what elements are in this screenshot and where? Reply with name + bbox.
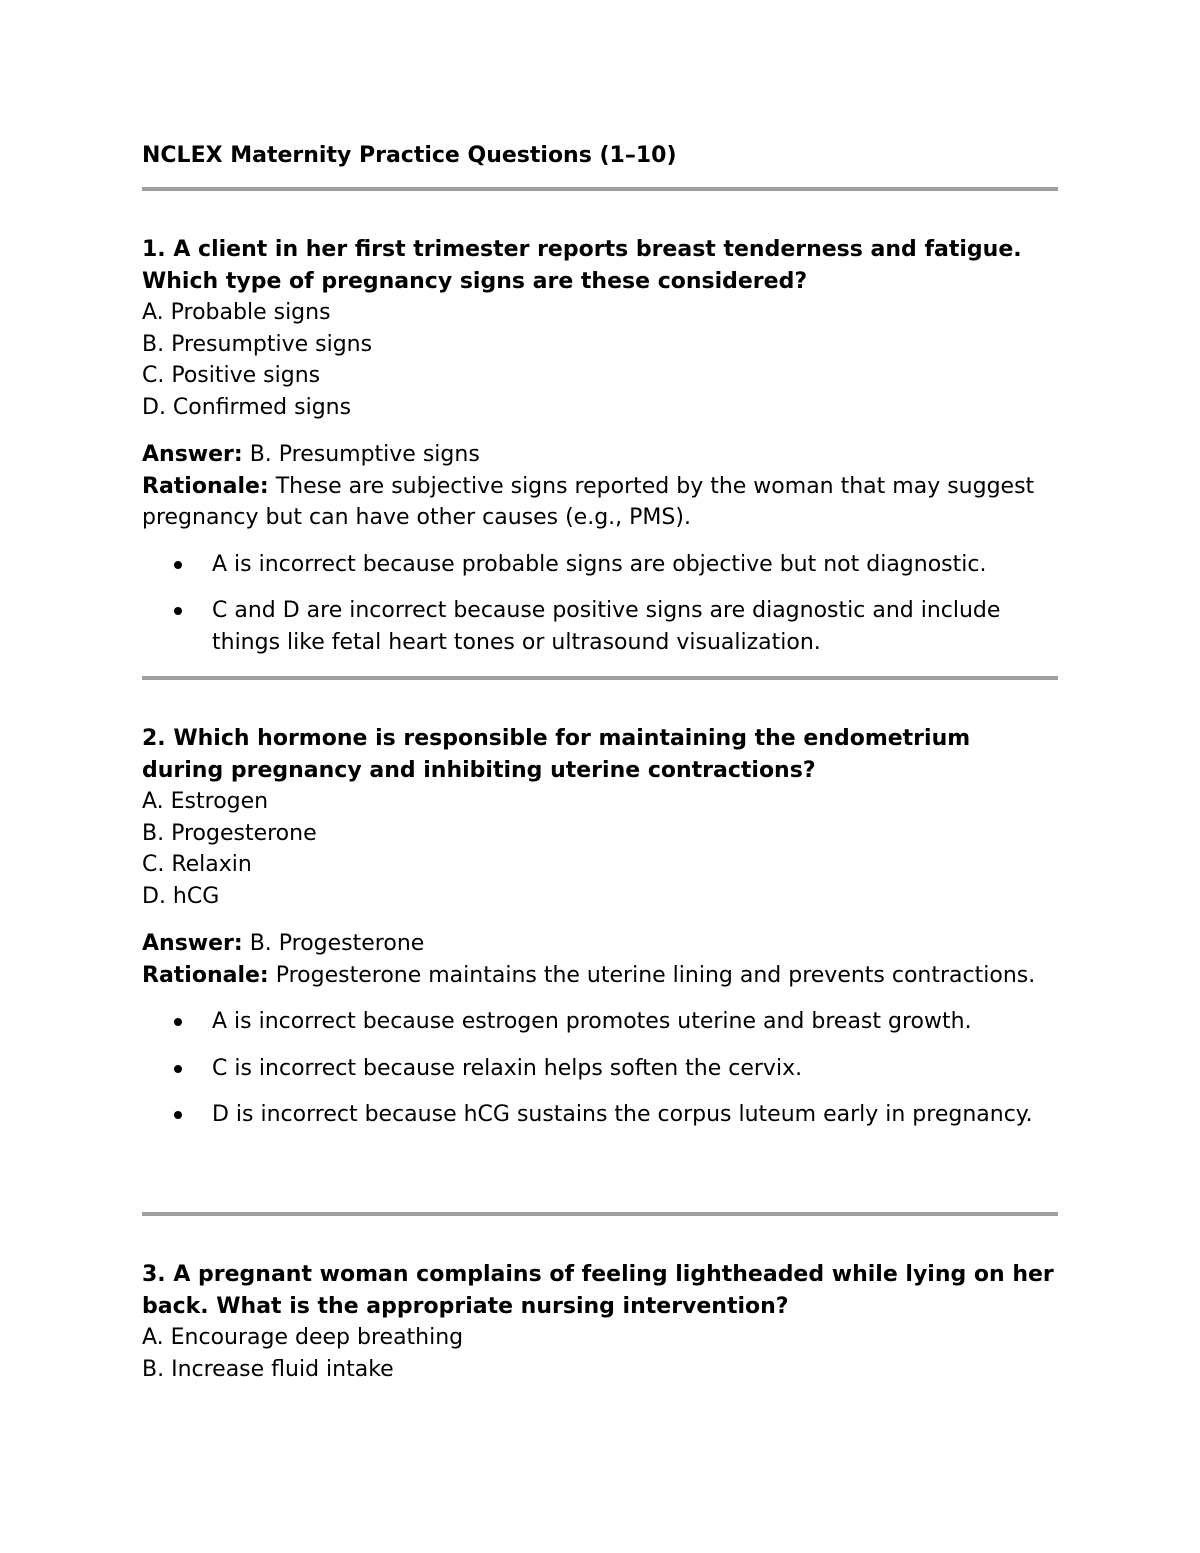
answer-label: Answer: — [142, 931, 243, 956]
rationale-label: Rationale: — [142, 962, 269, 988]
question-3-stem — [142, 1259, 1058, 1322]
option-c: C. Positive signs — [142, 363, 321, 388]
question-text: A client in her first trimester reports breast tenderness and fatigue. Which type of pregnancy signs are these considered? — [142, 237, 1022, 294]
bullet-item — [142, 549, 1058, 581]
option-b: B. Increase fluid intake — [142, 1356, 394, 1382]
question-number: 3. — [142, 1262, 166, 1287]
question-3 — [142, 1259, 1058, 1385]
answer-label: Answer: — [142, 442, 243, 467]
bullet-item — [142, 1099, 1058, 1131]
bullet-text: D is incorrect because hCG sustains the corpus luteum early in pregnancy. — [212, 1102, 1033, 1127]
option-b: B. Presumptive signs — [142, 331, 373, 357]
bullet-item — [142, 1006, 1058, 1038]
question-1 — [142, 234, 1058, 658]
option-b: B. Progesterone — [142, 820, 317, 846]
rationale-line — [142, 960, 1058, 992]
question-2 — [142, 723, 1058, 1131]
bullet-text: A is incorrect because estrogen promotes uterine and breast growth. — [212, 1009, 972, 1034]
option-d: D. Confirmed signs — [142, 394, 352, 420]
bullet-item — [142, 1053, 1058, 1085]
bullet-text: C is incorrect because relaxin helps soften the cervix. — [212, 1055, 803, 1081]
bullet-dot-icon — [174, 1111, 182, 1119]
bullet-dot-icon — [174, 1018, 182, 1026]
document-title: NCLEX Maternity Practice Questions (1–10) — [142, 143, 677, 168]
answer-block — [142, 439, 1058, 534]
bullet-item — [142, 595, 1058, 658]
option-a: A. Probable signs — [142, 300, 331, 325]
rationale-bullets — [142, 549, 1058, 659]
rationale-label: Rationale: — [142, 473, 269, 499]
question-number: 1. — [142, 237, 166, 262]
rationale-text: Progesterone maintains the uterine lining and prevents contractions. — [275, 962, 1036, 988]
rationale-line — [142, 471, 1058, 534]
bullet-dot-icon — [174, 607, 182, 615]
bullet-dot-icon — [174, 1065, 182, 1073]
question-text: A pregnant woman complains of feeling lightheaded while lying on her back. What is the appropriate nursing intervention? — [142, 1262, 1054, 1319]
question-1-stem — [142, 234, 1058, 297]
question-number: 2. — [142, 726, 166, 751]
divider — [142, 187, 1058, 191]
answer-block — [142, 928, 1058, 991]
answer-value: B. Presumptive signs — [249, 442, 480, 467]
option-c: C. Relaxin — [142, 852, 252, 877]
answer-line — [142, 928, 1058, 960]
option-a: A. Estrogen — [142, 789, 269, 814]
answer-value: B. Progesterone — [249, 931, 425, 956]
option-d: D. hCG — [142, 883, 220, 909]
answer-line — [142, 439, 1058, 471]
rationale-text: These are subjective signs reported by the woman that may suggest pregnancy but can have other causes (e.g., PMS). — [142, 473, 1035, 530]
question-2-stem — [142, 723, 1058, 786]
option-a: A. Encourage deep breathing — [142, 1325, 464, 1350]
question-text: Which hormone is responsible for maintaining the endometrium during pregnancy and inhibiting uterine contractions? — [142, 726, 971, 783]
rationale-bullets — [142, 1006, 1058, 1131]
bullet-text: C and D are incorrect because positive signs are diagnostic and include things like fetal heart tones or ultrasound visualization. — [212, 598, 1001, 655]
bullet-text: A is incorrect because probable signs are objective but not diagnostic. — [212, 551, 987, 577]
bullet-dot-icon — [174, 561, 182, 569]
divider — [142, 676, 1058, 680]
divider — [142, 1212, 1058, 1216]
